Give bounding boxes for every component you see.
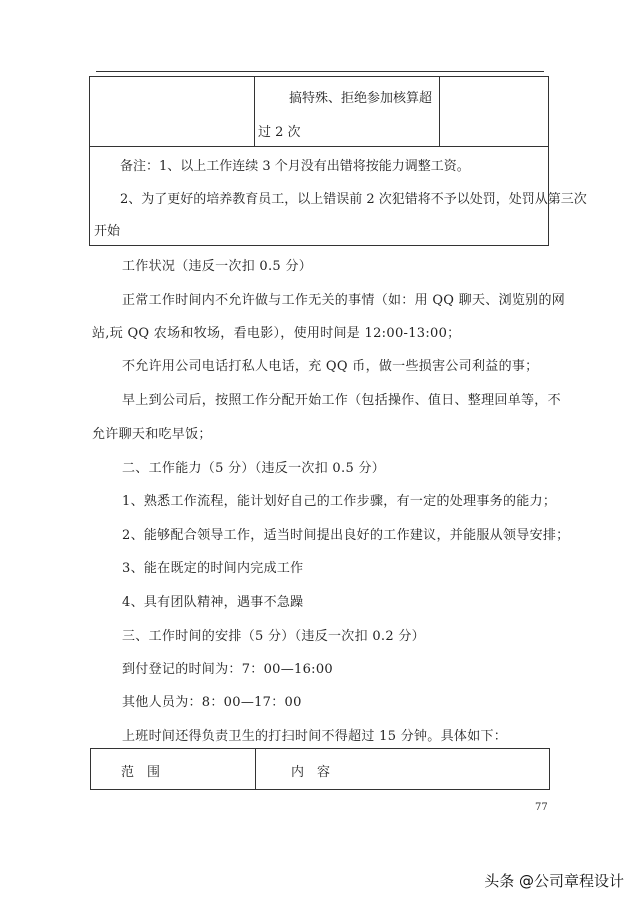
- paragraph: 允许聊天和吃早饭；: [92, 427, 212, 442]
- paragraph: 1、熟悉工作流程，能计划好自己的工作步骤，有一定的处理事务的能力；: [122, 494, 557, 509]
- schedule-table: [90, 748, 550, 790]
- paragraph: 到付登记的时间为：7：00—16:00: [122, 662, 333, 677]
- table-header-cell: 内 容: [291, 765, 331, 780]
- section-heading: 三、工作时间的安排（5 分）（违反一次扣 0.2 分）: [122, 629, 425, 644]
- section-heading: 二、工作能力（5 分）（违反一次扣 0.5 分）: [122, 461, 386, 476]
- paragraph: 2、能够配合领导工作，适当时间提出良好的工作建议，并能服从领导安排；: [122, 528, 570, 543]
- note-line: 备注：1、以上工作连续 3 个月没有出错将按能力调整工资。: [120, 159, 470, 174]
- header-rule: [96, 71, 544, 72]
- table-header-cell: 范 围: [121, 765, 161, 780]
- paragraph: 工作状况（违反一次扣 0.5 分）: [122, 259, 313, 274]
- paragraph: 上班时间还得负责卫生的打扫时间不得超过 15 分钟。具体如下：: [122, 729, 508, 744]
- page-number: 77: [535, 802, 548, 813]
- watermark: 头条 @公司章程设计: [484, 872, 624, 890]
- paragraph: 4、具有团队精神，遇事不急躁: [122, 595, 304, 610]
- paragraph: 早上到公司后，按照工作分配开始工作（包括操作、值日、整理回单等，不: [122, 393, 561, 408]
- column-divider: [439, 77, 440, 147]
- paragraph: 正常工作时间内不允许做与工作无关的事情（如：用 QQ 聊天、浏览别的网: [122, 293, 566, 308]
- table-cell-text: 搞特殊、拒绝参加核算超: [289, 91, 433, 106]
- paragraph: 不允许用公司电话打私人电话，充 QQ 币，做一些损害公司利益的事；: [122, 359, 539, 374]
- table-row: [90, 77, 548, 147]
- note-line: 2、为了更好的培养教育员工，以上错误前 2 次犯错将不予以处罚，处罚从第三次: [120, 192, 587, 207]
- paragraph: 站,玩 QQ 农场和牧场，看电影），使用时间是 12:00-13:00；: [92, 326, 461, 341]
- note-line: 开始: [94, 224, 121, 239]
- rules-table: [89, 76, 587, 246]
- paragraph: 3、能在既定的时间内完成工作: [122, 561, 304, 576]
- column-divider: [254, 77, 255, 147]
- column-divider: [255, 749, 256, 789]
- paragraph: 其他人员为：8：00—17：00: [122, 695, 302, 710]
- table-cell-text: 过 2 次: [258, 125, 301, 140]
